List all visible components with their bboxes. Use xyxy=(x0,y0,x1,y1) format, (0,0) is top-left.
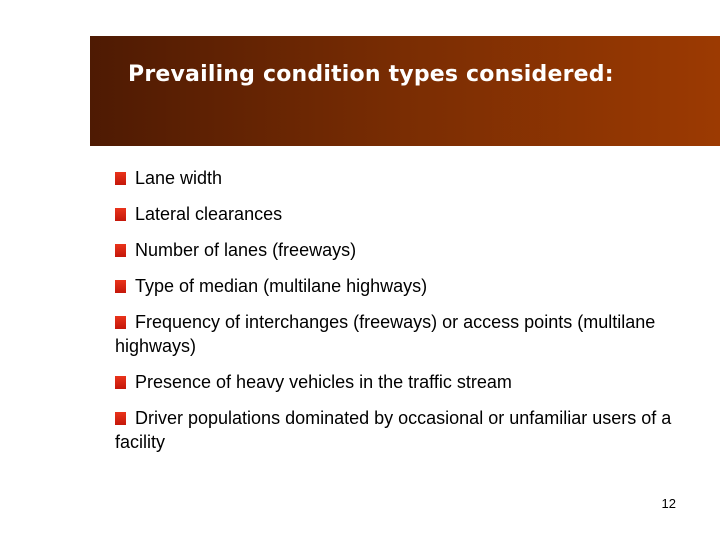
bullet-text: Number of lanes (freeways) xyxy=(135,240,357,260)
bullet-item xyxy=(115,202,695,226)
bullet-item xyxy=(115,238,695,262)
bullet-item xyxy=(115,370,695,394)
bullet-text: Lateral clearances xyxy=(135,204,283,224)
square-bullet-icon xyxy=(115,280,126,293)
bullet-text: Driver populations dominated by occasional or unfamiliar users of a facility xyxy=(115,408,672,452)
bullet-text: Type of median (multilane highways) xyxy=(135,276,428,296)
square-bullet-icon xyxy=(115,412,126,425)
title-banner xyxy=(90,36,720,146)
square-bullet-icon xyxy=(115,244,126,257)
bullet-item xyxy=(115,310,695,358)
page-number: 12 xyxy=(661,496,676,511)
bullet-item xyxy=(115,166,695,190)
bullet-text: Frequency of interchanges (freeways) or access points (multilane highways) xyxy=(115,312,656,356)
bullet-item xyxy=(115,406,695,454)
bullet-item xyxy=(115,274,695,298)
square-bullet-icon xyxy=(115,316,126,329)
square-bullet-icon xyxy=(115,376,126,389)
slide-title: Prevailing condition types considered: xyxy=(128,62,614,87)
square-bullet-icon xyxy=(115,208,126,221)
square-bullet-icon xyxy=(115,172,126,185)
bullet-text: Presence of heavy vehicles in the traffic stream xyxy=(135,372,512,392)
bullet-text: Lane width xyxy=(135,168,223,188)
